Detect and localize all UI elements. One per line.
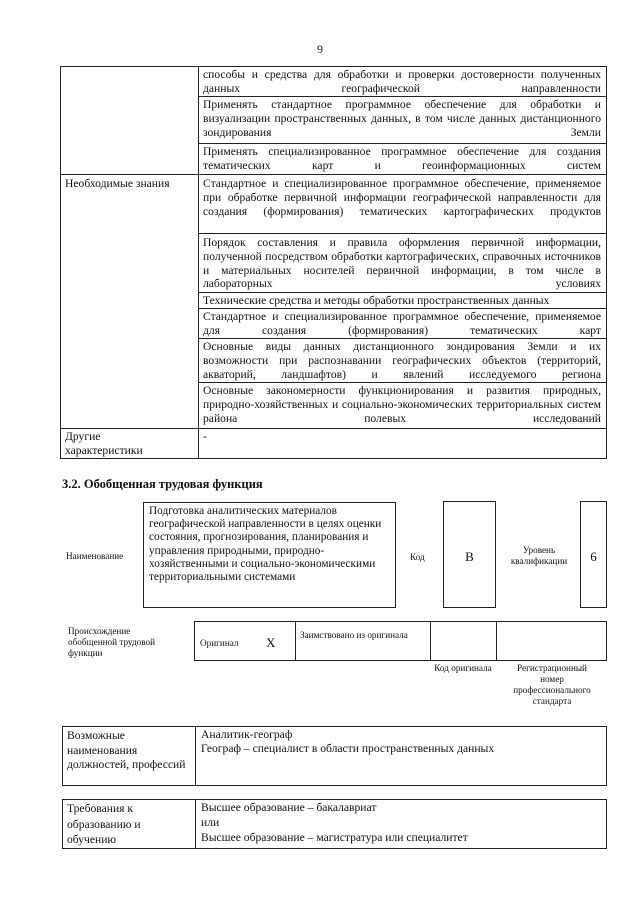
table-row-label: Необходимые знания: [65, 177, 170, 190]
level-label: Уровень квалификации: [510, 545, 568, 566]
name-label: Наименование: [66, 551, 124, 561]
table-row-text: Стандартное и специализированное программное обеспечение, применяемое для создания (формирования) тематических карт: [203, 310, 601, 337]
original-mark: X: [266, 635, 276, 650]
borrowed-label: Заимствовано из оригинала: [300, 630, 408, 640]
table-row-text: способы и средства для обработки и проверки достоверности полученных данных географической направленности: [203, 68, 601, 95]
education-line: Высшее образование – бакалавриат: [201, 801, 377, 814]
table-row-text: Стандартное и специализированное программное обеспечение, применяемое при обработке первичной информации географической направленности для создания (формирования) тематических картографических продуктов: [203, 177, 601, 218]
table-row-text: Применять стандартное программное обеспечение для обработки и визуализации пространственных данных, в том числе данных дистанционного зондирования Земли: [203, 98, 601, 139]
original-label: Оригинал: [200, 638, 239, 648]
table-row-text: Порядок составления и правила оформления первичной информации, полученной посредством обработки картографических, справочных источников и материальных носителей первичной информации, в том числе в лабораторных условиях: [203, 236, 601, 291]
education-label: Требования к образованию и обучению: [67, 802, 141, 846]
reg-number-caption: Регистрационный номер профессионального стандарта: [513, 663, 591, 706]
position-line: Аналитик-географ: [201, 728, 293, 741]
page-number: 9: [317, 42, 323, 56]
name-value: Подготовка аналитических материалов географической направленности в целях оценки состояния, прогнозирования, планирования и управления природными, природно-хозяйственными и социально-экономическими территориальными системами: [149, 505, 382, 584]
section-title: 3.2. Обобщенная трудовая функция: [62, 477, 263, 491]
positions-label: Возможные наименования должностей, профессий: [67, 729, 186, 771]
education-line: Высшее образование – магистратура или специалитет: [201, 831, 468, 844]
table-row-label: Другие характеристики: [65, 430, 143, 457]
code-original-caption: Код оригинала: [434, 663, 492, 673]
origin-label: Происхождение обобщенной трудовой функции: [68, 626, 155, 658]
table-row-text: Технические средства и методы обработки пространственных данных: [203, 294, 550, 307]
code-label: Код: [410, 552, 425, 562]
level-value: 6: [590, 549, 597, 564]
code-value: B: [465, 549, 474, 564]
table-row-text: -: [203, 430, 207, 443]
table-row-text: Применять специализированное программное обеспечение для создания тематических карт и геоинформационных систем: [203, 145, 601, 172]
table-row-text: Основные закономерности функционирования и развития природных, природно-хозяйственных и социально-экономических территориальных систем района полевых исследований: [203, 384, 601, 425]
education-line: или: [201, 816, 220, 829]
table-row-text: Основные виды данных дистанционного зондирования Земли и их возможности при распознавании географических объектов (территорий, акваторий, ландшафтов) и явлений исследуемого региона: [203, 340, 601, 381]
position-line: Географ – специалист в области пространственных данных: [201, 742, 495, 755]
